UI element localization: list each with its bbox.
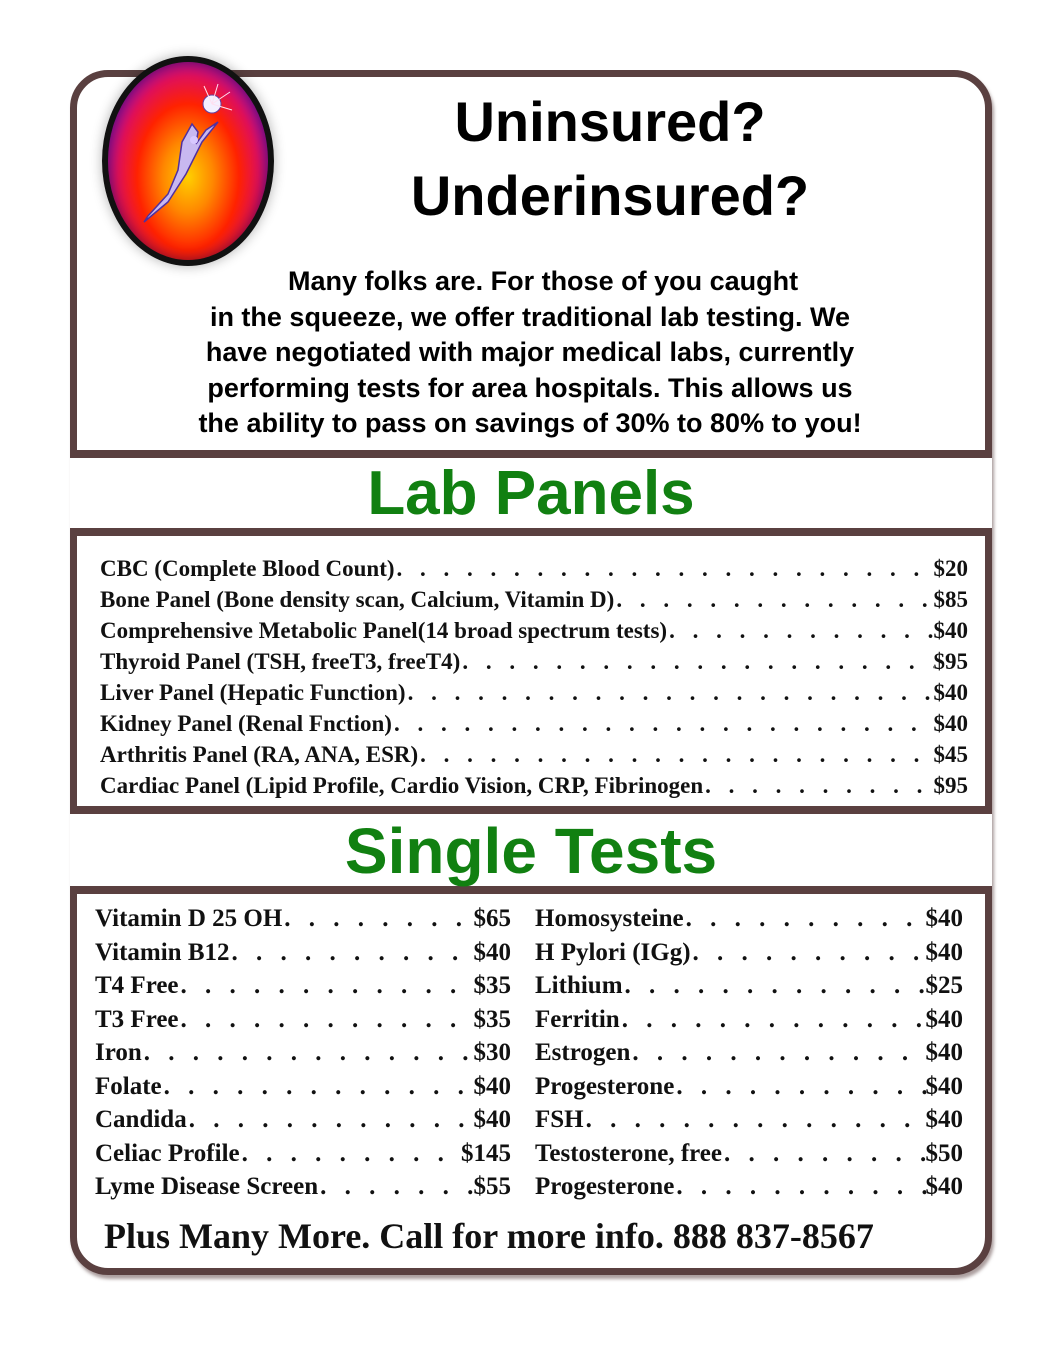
price-row — [535, 1003, 963, 1037]
test-name: Thyroid Panel (TSH, freeT3, freeT4) — [100, 649, 461, 674]
price-row — [95, 1036, 511, 1070]
price-row — [100, 553, 968, 584]
leader-dots — [318, 1170, 473, 1204]
price-row — [95, 1137, 511, 1171]
price-row — [535, 1137, 963, 1171]
intro-line: performing tests for area hospitals. This allows us — [207, 372, 853, 403]
test-name: Kidney Panel (Renal Fnction) — [100, 711, 392, 736]
test-price: $40 — [473, 938, 511, 966]
price-row — [535, 1070, 963, 1104]
price-row — [100, 646, 968, 677]
leader-dots — [722, 1137, 926, 1171]
test-name: Liver Panel (Hepatic Function) — [100, 680, 406, 705]
leader-dots — [230, 936, 474, 970]
test-name: Candida — [95, 1106, 187, 1133]
price-row — [95, 936, 511, 970]
dancer-logo-icon — [102, 56, 274, 266]
single-tests-heading: Single Tests — [70, 806, 992, 894]
leader-dots — [187, 1103, 474, 1137]
test-name: Progesterone — [535, 1173, 675, 1200]
test-price: $55 — [473, 1173, 511, 1200]
test-price: $40 — [925, 1039, 963, 1066]
test-name: Vitamin B12 — [95, 938, 230, 966]
leader-dots — [162, 1070, 474, 1104]
price-row — [100, 615, 968, 646]
test-price: $40 — [925, 1106, 963, 1133]
leaping-dancer-icon — [108, 62, 268, 260]
leader-dots — [620, 1003, 926, 1037]
leader-dots — [460, 646, 933, 677]
leader-dots — [282, 902, 473, 936]
price-row — [95, 969, 511, 1003]
test-price: $65 — [473, 905, 511, 932]
test-name: Testosterone, free — [535, 1139, 722, 1167]
test-price: $35 — [473, 1005, 511, 1033]
intro-paragraph — [100, 264, 960, 442]
leader-dots — [179, 1003, 474, 1037]
test-price: $40 — [925, 1173, 963, 1200]
leader-dots — [584, 1103, 926, 1137]
intro-line: the ability to pass on savings of 30% to 80% to you! — [198, 408, 862, 438]
test-price: $40 — [925, 938, 963, 966]
price-row — [100, 584, 968, 615]
price-row — [95, 1170, 511, 1204]
test-name: Lyme Disease Screen — [95, 1173, 319, 1200]
test-name: Iron — [95, 1039, 142, 1066]
test-price: $40 — [933, 680, 968, 705]
test-name: Arthritis Panel (RA, ANA, ESR) — [100, 742, 419, 767]
test-name: H Pylori (IGg) — [535, 938, 691, 966]
leader-dots — [392, 708, 934, 739]
price-row — [100, 770, 968, 801]
test-price: $40 — [925, 1072, 963, 1100]
intro-line: in the squeeze, we offer traditional lab testing. We — [209, 301, 851, 332]
test-name: CBC (Complete Blood Count) — [100, 556, 395, 581]
price-row — [100, 708, 968, 739]
price-row — [100, 739, 968, 770]
leader-dots — [179, 969, 474, 1003]
price-row — [95, 1070, 511, 1104]
headline-underinsured: Underinsured? — [410, 164, 810, 227]
price-row — [95, 1103, 511, 1137]
lab-panels-heading: Lab Panels — [70, 450, 992, 536]
leader-dots — [674, 1070, 925, 1104]
price-row — [95, 902, 511, 936]
single-tests-left-column — [95, 902, 511, 1204]
leader-dots — [240, 1137, 461, 1171]
single-tests-right-column — [535, 902, 963, 1204]
test-price: $50 — [925, 1139, 963, 1167]
test-price: $40 — [473, 1106, 511, 1133]
test-price: $40 — [925, 1005, 963, 1033]
test-name: Vitamin D 25 OH — [95, 905, 283, 932]
price-row — [100, 677, 968, 708]
price-row — [535, 1036, 963, 1070]
test-price: $95 — [933, 773, 968, 798]
test-name: Ferritin — [535, 1005, 620, 1033]
headline-uninsured: Uninsured? — [454, 90, 766, 153]
price-row — [535, 1170, 963, 1204]
leader-dots — [674, 1170, 925, 1204]
test-name: Homosysteine — [535, 905, 684, 932]
test-price: $30 — [473, 1039, 511, 1066]
test-price: $45 — [933, 742, 968, 767]
leader-dots — [418, 739, 933, 770]
leader-dots — [703, 770, 933, 801]
test-name: FSH — [535, 1106, 584, 1133]
test-name: T4 Free — [95, 972, 179, 999]
test-price: $40 — [925, 905, 963, 932]
price-row — [95, 1003, 511, 1037]
test-name: Comprehensive Metabolic Panel(14 broad spectrum tests) — [100, 618, 668, 643]
test-price: $145 — [461, 1139, 511, 1167]
test-name: Estrogen — [535, 1039, 631, 1066]
leader-dots — [684, 902, 926, 936]
price-row — [535, 936, 963, 970]
leader-dots — [667, 615, 933, 646]
test-price: $35 — [473, 972, 511, 999]
price-row — [535, 1103, 963, 1137]
test-name: Bone Panel (Bone density scan, Calcium, Vitamin D) — [100, 587, 615, 612]
leader-dots — [614, 584, 933, 615]
leader-dots — [406, 677, 934, 708]
test-price: $40 — [473, 1072, 511, 1100]
price-row — [535, 969, 963, 1003]
test-name: T3 Free — [95, 1005, 179, 1033]
intro-line: Many folks are. For those of you caught — [288, 266, 799, 296]
leader-dots — [623, 969, 926, 1003]
test-price: $40 — [933, 711, 968, 736]
test-price: $25 — [925, 972, 963, 999]
test-price: $40 — [933, 618, 968, 643]
leader-dots — [691, 936, 926, 970]
test-price: $95 — [933, 649, 968, 674]
intro-line: have negotiated with major medical labs, currently — [205, 337, 855, 367]
leader-dots — [630, 1036, 925, 1070]
leader-dots — [395, 553, 934, 584]
lab-panels-list — [100, 553, 968, 801]
test-name: Progesterone — [535, 1072, 675, 1100]
test-price: $20 — [933, 556, 968, 581]
test-price: $85 — [933, 587, 968, 612]
leader-dots — [142, 1036, 474, 1070]
test-name: Cardiac Panel (Lipid Profile, Cardio Vision, CRP, Fibrinogen — [100, 773, 704, 798]
test-name: Folate — [95, 1072, 162, 1100]
test-name: Lithium — [535, 972, 623, 999]
contact-footer: Plus Many More. Call for more info. 888 837-8567 — [104, 1216, 874, 1256]
price-row — [535, 902, 963, 936]
test-name: Celiac Profile — [95, 1139, 240, 1167]
